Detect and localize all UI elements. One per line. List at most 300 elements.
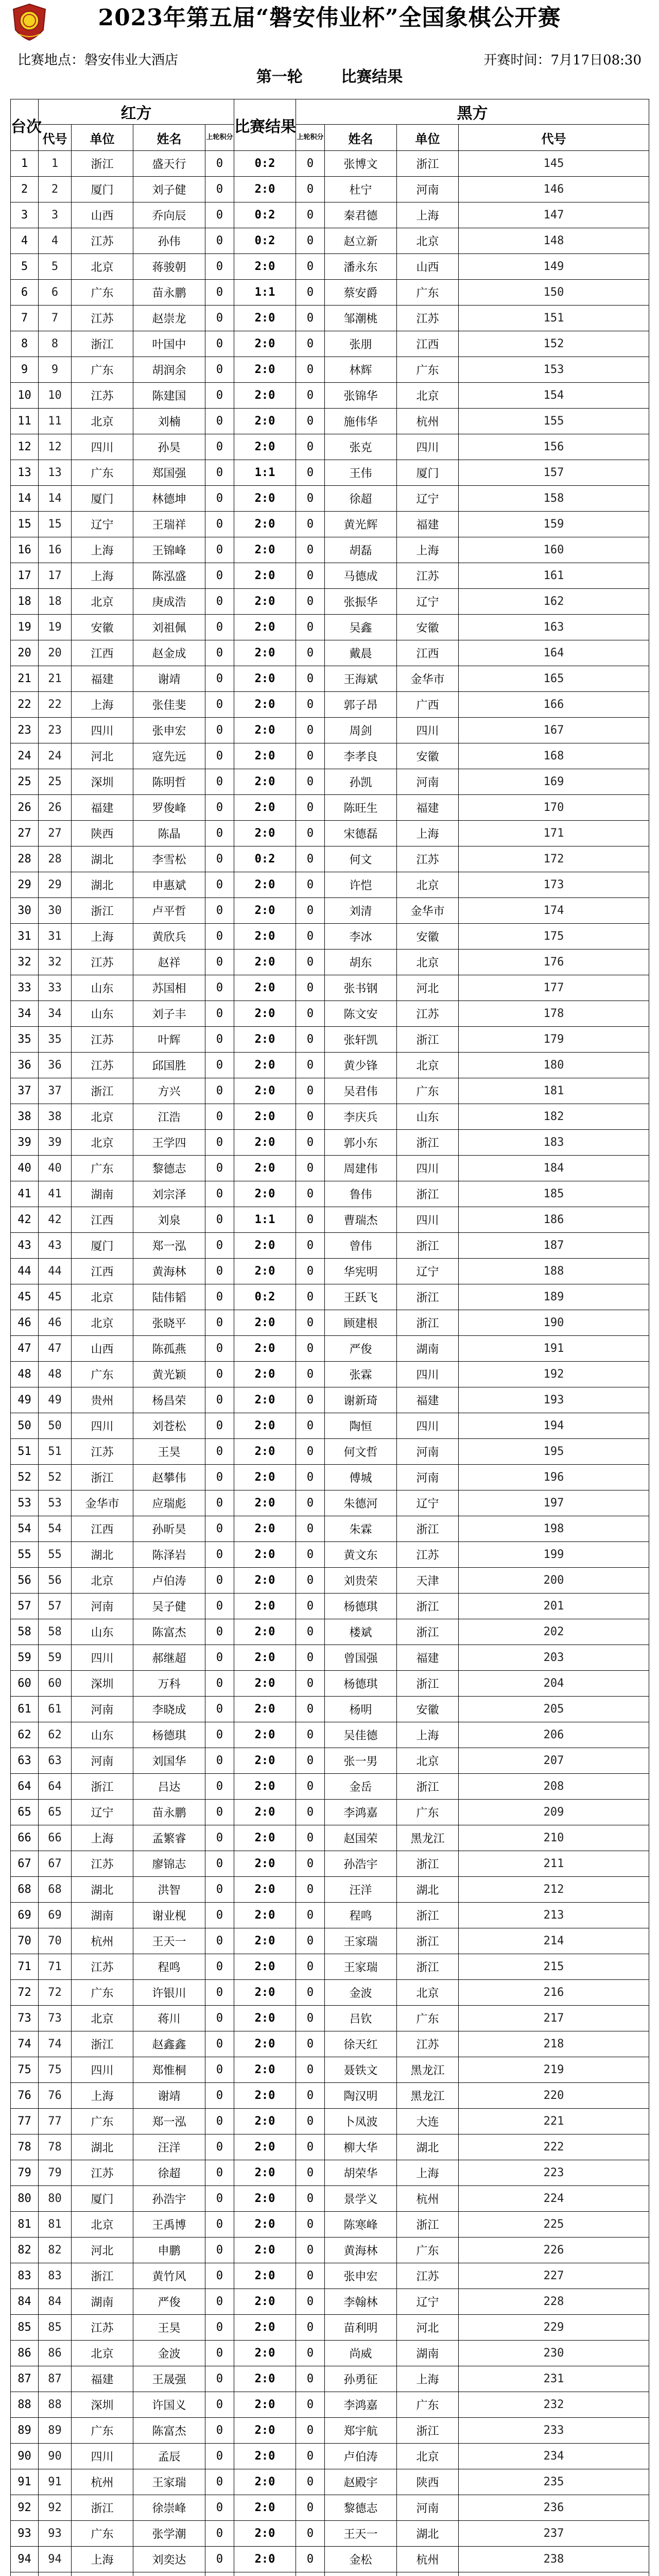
- black-points-cell: 0: [296, 1490, 325, 1516]
- red-unit-cell: 江苏: [72, 1027, 133, 1053]
- red-points-cell: 0: [205, 2238, 234, 2263]
- red-name-cell: 陈晶: [133, 821, 205, 846]
- result-cell: 2:0: [234, 2109, 296, 2134]
- table-row: [11, 1980, 649, 2006]
- result-cell: 2:0: [234, 795, 296, 821]
- black-code-cell: 197: [459, 1490, 649, 1516]
- black-points-cell: 0: [296, 2238, 325, 2263]
- black-unit-cell: 辽宁: [397, 2289, 459, 2315]
- black-unit-cell: 北京: [397, 950, 459, 975]
- black-name-cell: 刘清: [325, 898, 397, 924]
- red-name-cell: 胡润余: [133, 357, 205, 383]
- red-code-cell: 31: [39, 924, 72, 950]
- red-points-cell: 0: [205, 1284, 234, 1310]
- red-unit-cell: 四川: [72, 2444, 133, 2469]
- red-name-cell: 谢靖: [133, 666, 205, 692]
- red-points-cell: 0: [205, 2057, 234, 2083]
- red-code-cell: 21: [39, 666, 72, 692]
- red-unit-cell: 湖北: [72, 1877, 133, 1903]
- red-code-cell: 48: [39, 1362, 72, 1387]
- red-code-cell: 14: [39, 486, 72, 512]
- black-unit-cell: 福建: [397, 1645, 459, 1671]
- red-code-header: 代号: [39, 125, 72, 151]
- black-code-cell: 217: [459, 2006, 649, 2031]
- red-unit-cell: 河北: [72, 743, 133, 769]
- black-name-cell: 马德成: [325, 563, 397, 589]
- table-number-cell: 69: [11, 1903, 39, 1928]
- red-name-cell: 郑惟桐: [133, 2057, 205, 2083]
- black-points-cell: 0: [296, 1439, 325, 1465]
- red-points-cell: 0: [205, 1619, 234, 1645]
- red-code-cell: 93: [39, 2521, 72, 2547]
- red-code-cell: 84: [39, 2289, 72, 2315]
- table-number-cell: 59: [11, 1645, 39, 1671]
- table-row: [11, 1954, 649, 1980]
- black-code-cell: 180: [459, 1053, 649, 1078]
- table-row: [11, 1490, 649, 1516]
- red-points-cell: 0: [205, 872, 234, 898]
- table-number-cell: 71: [11, 1954, 39, 1980]
- red-name-cell: 罗俊峰: [133, 795, 205, 821]
- red-code-cell: 16: [39, 537, 72, 563]
- red-unit-cell: 江苏: [72, 228, 133, 254]
- black-name-cell: 王伟: [325, 460, 397, 486]
- venue-info: 比赛地点：磐安伟业大酒店: [18, 53, 179, 68]
- result-cell: 2:0: [234, 2186, 296, 2212]
- table-row: [11, 2366, 649, 2392]
- red-name-cell: 徐崇峰: [133, 2495, 205, 2521]
- black-code-cell: 214: [459, 1928, 649, 1954]
- red-unit-cell: 杭州: [72, 1928, 133, 1954]
- black-points-cell: 0: [296, 331, 325, 357]
- black-points-cell: 0: [296, 1053, 325, 1078]
- red-name-cell: 刘奕达: [133, 2547, 205, 2572]
- black-code-cell: 163: [459, 615, 649, 640]
- black-points-cell: 0: [296, 2083, 325, 2109]
- red-points-cell: 0: [205, 409, 234, 434]
- red-points-cell: 0: [205, 2109, 234, 2134]
- black-points-cell: 0: [296, 563, 325, 589]
- table-row: [11, 1284, 649, 1310]
- table-number-cell: 78: [11, 2134, 39, 2160]
- table-row: [11, 2006, 649, 2031]
- black-code-cell: 220: [459, 2083, 649, 2109]
- table-number-cell: 32: [11, 950, 39, 975]
- red-code-cell: 25: [39, 769, 72, 795]
- table-number-cell: 44: [11, 1259, 39, 1284]
- red-points-cell: 0: [205, 615, 234, 640]
- result-cell: 2:0: [234, 1104, 296, 1130]
- red-unit-cell: 福建: [72, 2366, 133, 2392]
- black-points-cell: 0: [296, 2031, 325, 2057]
- table-number-cell: 9: [11, 357, 39, 383]
- result-cell: 2:0: [234, 2469, 296, 2495]
- red-name-cell: 陈孤燕: [133, 1336, 205, 1362]
- black-unit-cell: 辽宁: [397, 486, 459, 512]
- red-code-cell: 47: [39, 1336, 72, 1362]
- black-unit-cell: 浙江: [397, 1851, 459, 1877]
- table-row: [11, 1078, 649, 1104]
- table-number-cell: 7: [11, 306, 39, 331]
- black-unit-cell: 上海: [397, 2366, 459, 2392]
- red-code-cell: 68: [39, 1877, 72, 1903]
- table-number-cell: 19: [11, 615, 39, 640]
- red-name-cell: 赵鑫鑫: [133, 2031, 205, 2057]
- red-name-cell: 吕达: [133, 1774, 205, 1800]
- black-points-cell: 0: [296, 151, 325, 177]
- red-name-cell: 刘国华: [133, 1748, 205, 1774]
- black-points-cell: 0: [296, 924, 325, 950]
- red-code-cell: 89: [39, 2418, 72, 2444]
- red-code-cell: 78: [39, 2134, 72, 2160]
- table-row: [11, 1542, 649, 1568]
- black-name-cell: 陶汉明: [325, 2083, 397, 2109]
- black-name-cell: 金岳: [325, 1774, 397, 1800]
- black-unit-cell: 江西: [397, 640, 459, 666]
- red-code-cell: 54: [39, 1516, 72, 1542]
- black-code-cell: 145: [459, 151, 649, 177]
- red-points-cell: 0: [205, 950, 234, 975]
- red-unit-cell: [72, 2572, 133, 2576]
- red-code-cell: 90: [39, 2444, 72, 2469]
- black-unit-cell: 河南: [397, 2495, 459, 2521]
- red-unit-cell: 江西: [72, 1259, 133, 1284]
- result-cell: 2:0: [234, 1542, 296, 1568]
- red-name-cell: 陈富杰: [133, 1619, 205, 1645]
- black-code-cell: 171: [459, 821, 649, 846]
- result-cell: 2:0: [234, 1413, 296, 1439]
- black-code-cell: 160: [459, 537, 649, 563]
- red-code-cell: 87: [39, 2366, 72, 2392]
- black-points-cell: 0: [296, 2212, 325, 2238]
- table-row: [11, 202, 649, 228]
- red-points-cell: 0: [205, 1207, 234, 1233]
- table-row: [11, 2134, 649, 2160]
- table-row: [11, 1851, 649, 1877]
- table-row: [11, 1825, 649, 1851]
- black-points-cell: 0: [296, 821, 325, 846]
- red-name-cell: 吴子健: [133, 1594, 205, 1619]
- black-unit-cell: 北京: [397, 228, 459, 254]
- table-row: [11, 615, 649, 640]
- black-code-cell: 211: [459, 1851, 649, 1877]
- red-code-cell: 63: [39, 1748, 72, 1774]
- result-cell: 2:0: [234, 872, 296, 898]
- black-code-cell: 199: [459, 1542, 649, 1568]
- black-unit-cell: [397, 2572, 459, 2576]
- black-code-cell: 175: [459, 924, 649, 950]
- table-row: [11, 924, 649, 950]
- red-points-cell: 0: [205, 2521, 234, 2547]
- black-name-cell: 金波: [325, 1980, 397, 2006]
- table-number-cell: 63: [11, 1748, 39, 1774]
- red-name-cell: 陈泓盛: [133, 563, 205, 589]
- black-unit-cell: 杭州: [397, 409, 459, 434]
- black-code-cell: 223: [459, 2160, 649, 2186]
- red-points-cell: 0: [205, 1851, 234, 1877]
- black-points-cell: 0: [296, 1645, 325, 1671]
- red-code-cell: 86: [39, 2341, 72, 2366]
- red-points-cell: 0: [205, 331, 234, 357]
- result-cell: 2:0: [234, 2547, 296, 2572]
- red-points-cell: 0: [205, 1671, 234, 1697]
- black-code-cell: 188: [459, 1259, 649, 1284]
- black-code-cell: 158: [459, 486, 649, 512]
- red-name-cell: 陈富杰: [133, 2418, 205, 2444]
- red-points-cell: 0: [205, 1001, 234, 1027]
- red-unit-cell: 北京: [72, 1568, 133, 1594]
- round-label: 第一轮: [256, 68, 303, 86]
- red-unit-cell: 湖南: [72, 1181, 133, 1207]
- red-code-cell: 2: [39, 177, 72, 202]
- red-points-cell: 0: [205, 1954, 234, 1980]
- table-row: [11, 898, 649, 924]
- table-number-cell: 55: [11, 1542, 39, 1568]
- red-name-cell: 汪洋: [133, 2134, 205, 2160]
- red-code-cell: 8: [39, 331, 72, 357]
- black-name-cell: 宋德磊: [325, 821, 397, 846]
- black-name-cell: 王天一: [325, 2521, 397, 2547]
- table-row: [11, 640, 649, 666]
- result-cell: 2:0: [234, 1156, 296, 1181]
- red-points-cell: 0: [205, 2495, 234, 2521]
- red-unit-cell: 浙江: [72, 2495, 133, 2521]
- black-unit-cell: 上海: [397, 2160, 459, 2186]
- black-name-cell: 徐天红: [325, 2031, 397, 2057]
- red-name-cell: 李雪松: [133, 846, 205, 872]
- result-cell: 2:0: [234, 537, 296, 563]
- pairing-results-table: [10, 99, 649, 2576]
- table-number-cell: 83: [11, 2263, 39, 2289]
- black-unit-cell: 江西: [397, 331, 459, 357]
- red-code-cell: 20: [39, 640, 72, 666]
- black-code-cell: 198: [459, 1516, 649, 1542]
- result-cell: 2:0: [234, 692, 296, 718]
- black-points-cell: 0: [296, 177, 325, 202]
- table-number-cell: 30: [11, 898, 39, 924]
- black-code-cell: 200: [459, 1568, 649, 1594]
- black-name-cell: 尚威: [325, 2341, 397, 2366]
- result-cell: 2:0: [234, 177, 296, 202]
- table-number-cell: 18: [11, 589, 39, 615]
- table-number-cell: 52: [11, 1465, 39, 1490]
- black-unit-cell: 浙江: [397, 2418, 459, 2444]
- red-unit-cell: 北京: [72, 1284, 133, 1310]
- black-unit-cell: 浙江: [397, 2212, 459, 2238]
- result-cell: 2:0: [234, 975, 296, 1001]
- result-cell: 2:0: [234, 1928, 296, 1954]
- red-code-cell: 40: [39, 1156, 72, 1181]
- table-number-cell: 80: [11, 2186, 39, 2212]
- red-name-cell: 徐超: [133, 2160, 205, 2186]
- black-code-cell: 173: [459, 872, 649, 898]
- black-unit-cell: 浙江: [397, 1928, 459, 1954]
- red-name-cell: 刘祖佩: [133, 615, 205, 640]
- red-name-cell: 申鹏: [133, 2238, 205, 2263]
- table-row: [11, 1233, 649, 1259]
- red-code-cell: 18: [39, 589, 72, 615]
- black-code-cell: 238: [459, 2547, 649, 2572]
- table-number-cell: 16: [11, 537, 39, 563]
- table-row: [11, 1413, 649, 1439]
- black-unit-cell: 上海: [397, 821, 459, 846]
- table-row: [11, 2572, 649, 2576]
- results-label: 比赛结果: [341, 68, 403, 86]
- black-code-cell: 179: [459, 1027, 649, 1053]
- red-unit-cell: 四川: [72, 434, 133, 460]
- table-row: [11, 718, 649, 743]
- black-code-cell: 150: [459, 280, 649, 306]
- black-code-cell: 148: [459, 228, 649, 254]
- red-code-cell: 17: [39, 563, 72, 589]
- table-number-cell: 10: [11, 383, 39, 409]
- result-cell: 2:0: [234, 1594, 296, 1619]
- red-points-cell: 0: [205, 666, 234, 692]
- black-code-cell: 157: [459, 460, 649, 486]
- black-name-cell: 蔡安爵: [325, 280, 397, 306]
- red-points-cell: 0: [205, 1903, 234, 1928]
- black-name-cell: 李孝良: [325, 743, 397, 769]
- red-unit-cell: 辽宁: [72, 512, 133, 537]
- red-code-cell: 45: [39, 1284, 72, 1310]
- table-number-cell: 89: [11, 2418, 39, 2444]
- black-name-cell: 王跃飞: [325, 1284, 397, 1310]
- red-points-cell: 0: [205, 1259, 234, 1284]
- red-points-cell: 0: [205, 2469, 234, 2495]
- red-points-cell: 0: [205, 357, 234, 383]
- table-number-cell: 13: [11, 460, 39, 486]
- black-code-cell: 206: [459, 1722, 649, 1748]
- red-code-cell: 82: [39, 2238, 72, 2263]
- black-unit-cell: 浙江: [397, 1774, 459, 1800]
- black-name-cell: 朱霖: [325, 1516, 397, 1542]
- black-code-cell: 235: [459, 2469, 649, 2495]
- table-number-cell: 37: [11, 1078, 39, 1104]
- red-code-cell: 15: [39, 512, 72, 537]
- red-name-cell: 孙浩宇: [133, 2186, 205, 2212]
- black-unit-cell: 安徽: [397, 743, 459, 769]
- black-name-cell: 程鸣: [325, 1903, 397, 1928]
- black-points-cell: 0: [296, 2263, 325, 2289]
- red-code-cell: 85: [39, 2315, 72, 2341]
- red-points-cell: 0: [205, 743, 234, 769]
- red-points-cell: 0: [205, 1516, 234, 1542]
- black-unit-cell: 北京: [397, 2444, 459, 2469]
- red-name-cell: 刘宗泽: [133, 1181, 205, 1207]
- table-row: [11, 2341, 649, 2366]
- red-name-cell: 赵崇龙: [133, 306, 205, 331]
- black-points-cell: 0: [296, 1336, 325, 1362]
- red-unit-cell: 山西: [72, 1336, 133, 1362]
- red-code-cell: 38: [39, 1104, 72, 1130]
- red-unit-cell: 湖南: [72, 2289, 133, 2315]
- black-points-cell: 0: [296, 1207, 325, 1233]
- red-unit-cell: 山东: [72, 975, 133, 1001]
- black-unit-cell: 湖北: [397, 2521, 459, 2547]
- result-cell: 2:0: [234, 2212, 296, 2238]
- tournament-title: 2023年第五届“磐安伟业杯”全国象棋公开赛: [98, 5, 561, 31]
- black-unit-cell: 河南: [397, 177, 459, 202]
- table-row: [11, 872, 649, 898]
- red-points-cell: 0: [205, 151, 234, 177]
- red-name-cell: 杨德琪: [133, 1722, 205, 1748]
- result-cell: 2:0: [234, 1568, 296, 1594]
- table-row: [11, 666, 649, 692]
- red-code-cell: 74: [39, 2031, 72, 2057]
- red-unit-cell: 湖南: [72, 1903, 133, 1928]
- table-number-cell: 91: [11, 2469, 39, 2495]
- result-cell: 2:0: [234, 1078, 296, 1104]
- red-code-cell: 71: [39, 1954, 72, 1980]
- black-unit-cell: 广东: [397, 280, 459, 306]
- result-cell: 1:1: [234, 280, 296, 306]
- black-name-cell: 黄光辉: [325, 512, 397, 537]
- table-number-cell: 41: [11, 1181, 39, 1207]
- black-name-cell: 张振华: [325, 589, 397, 615]
- red-name-cell: 杨昌荣: [133, 1387, 205, 1413]
- black-points-cell: 0: [296, 280, 325, 306]
- black-unit-cell: 江苏: [397, 2031, 459, 2057]
- black-points-cell: 0: [296, 795, 325, 821]
- red-points-cell: 0: [205, 383, 234, 409]
- black-points-cell: 0: [296, 2495, 325, 2521]
- black-points-cell: 0: [296, 1851, 325, 1877]
- red-unit-cell: 浙江: [72, 151, 133, 177]
- table-number-cell: 88: [11, 2392, 39, 2418]
- red-unit-cell: 四川: [72, 718, 133, 743]
- red-code-cell: 91: [39, 2469, 72, 2495]
- red-code-cell: 70: [39, 1928, 72, 1954]
- red-code-cell: 9: [39, 357, 72, 383]
- black-name-cell: 张朋: [325, 331, 397, 357]
- black-points-cell: 0: [296, 615, 325, 640]
- red-code-cell: 13: [39, 460, 72, 486]
- black-name-cell: 李冰: [325, 924, 397, 950]
- black-unit-cell: 四川: [397, 718, 459, 743]
- result-cell: 2:0: [234, 383, 296, 409]
- red-unit-cell: 浙江: [72, 331, 133, 357]
- red-name-cell: 黄竹风: [133, 2263, 205, 2289]
- black-unit-cell: 厦门: [397, 460, 459, 486]
- table-number-cell: 61: [11, 1697, 39, 1722]
- red-code-cell: 64: [39, 1774, 72, 1800]
- table-number-cell: 57: [11, 1594, 39, 1619]
- red-name-cell: 申惠斌: [133, 872, 205, 898]
- red-code-cell: 53: [39, 1490, 72, 1516]
- result-cell: 2:0: [234, 1336, 296, 1362]
- red-code-cell: 88: [39, 2392, 72, 2418]
- red-name-cell: 王天一: [133, 1928, 205, 1954]
- black-code-cell: 191: [459, 1336, 649, 1362]
- black-code-cell: 230: [459, 2341, 649, 2366]
- table-row: [11, 975, 649, 1001]
- black-points-header: 上轮积分: [296, 125, 325, 151]
- black-points-cell: 0: [296, 1671, 325, 1697]
- red-name-cell: 卢平哲: [133, 898, 205, 924]
- red-points-cell: 0: [205, 2212, 234, 2238]
- black-code-cell: 213: [459, 1903, 649, 1928]
- result-cell: 2:0: [234, 486, 296, 512]
- black-name-cell: 张克: [325, 434, 397, 460]
- black-name-cell: 孙浩宇: [325, 1851, 397, 1877]
- black-unit-cell: 金华市: [397, 666, 459, 692]
- black-name-cell: 胡荣华: [325, 2160, 397, 2186]
- red-unit-cell: 贵州: [72, 1387, 133, 1413]
- red-unit-cell: 浙江: [72, 1465, 133, 1490]
- table-row: [11, 486, 649, 512]
- result-cell: 2:0: [234, 1490, 296, 1516]
- red-points-cell: 0: [205, 1362, 234, 1387]
